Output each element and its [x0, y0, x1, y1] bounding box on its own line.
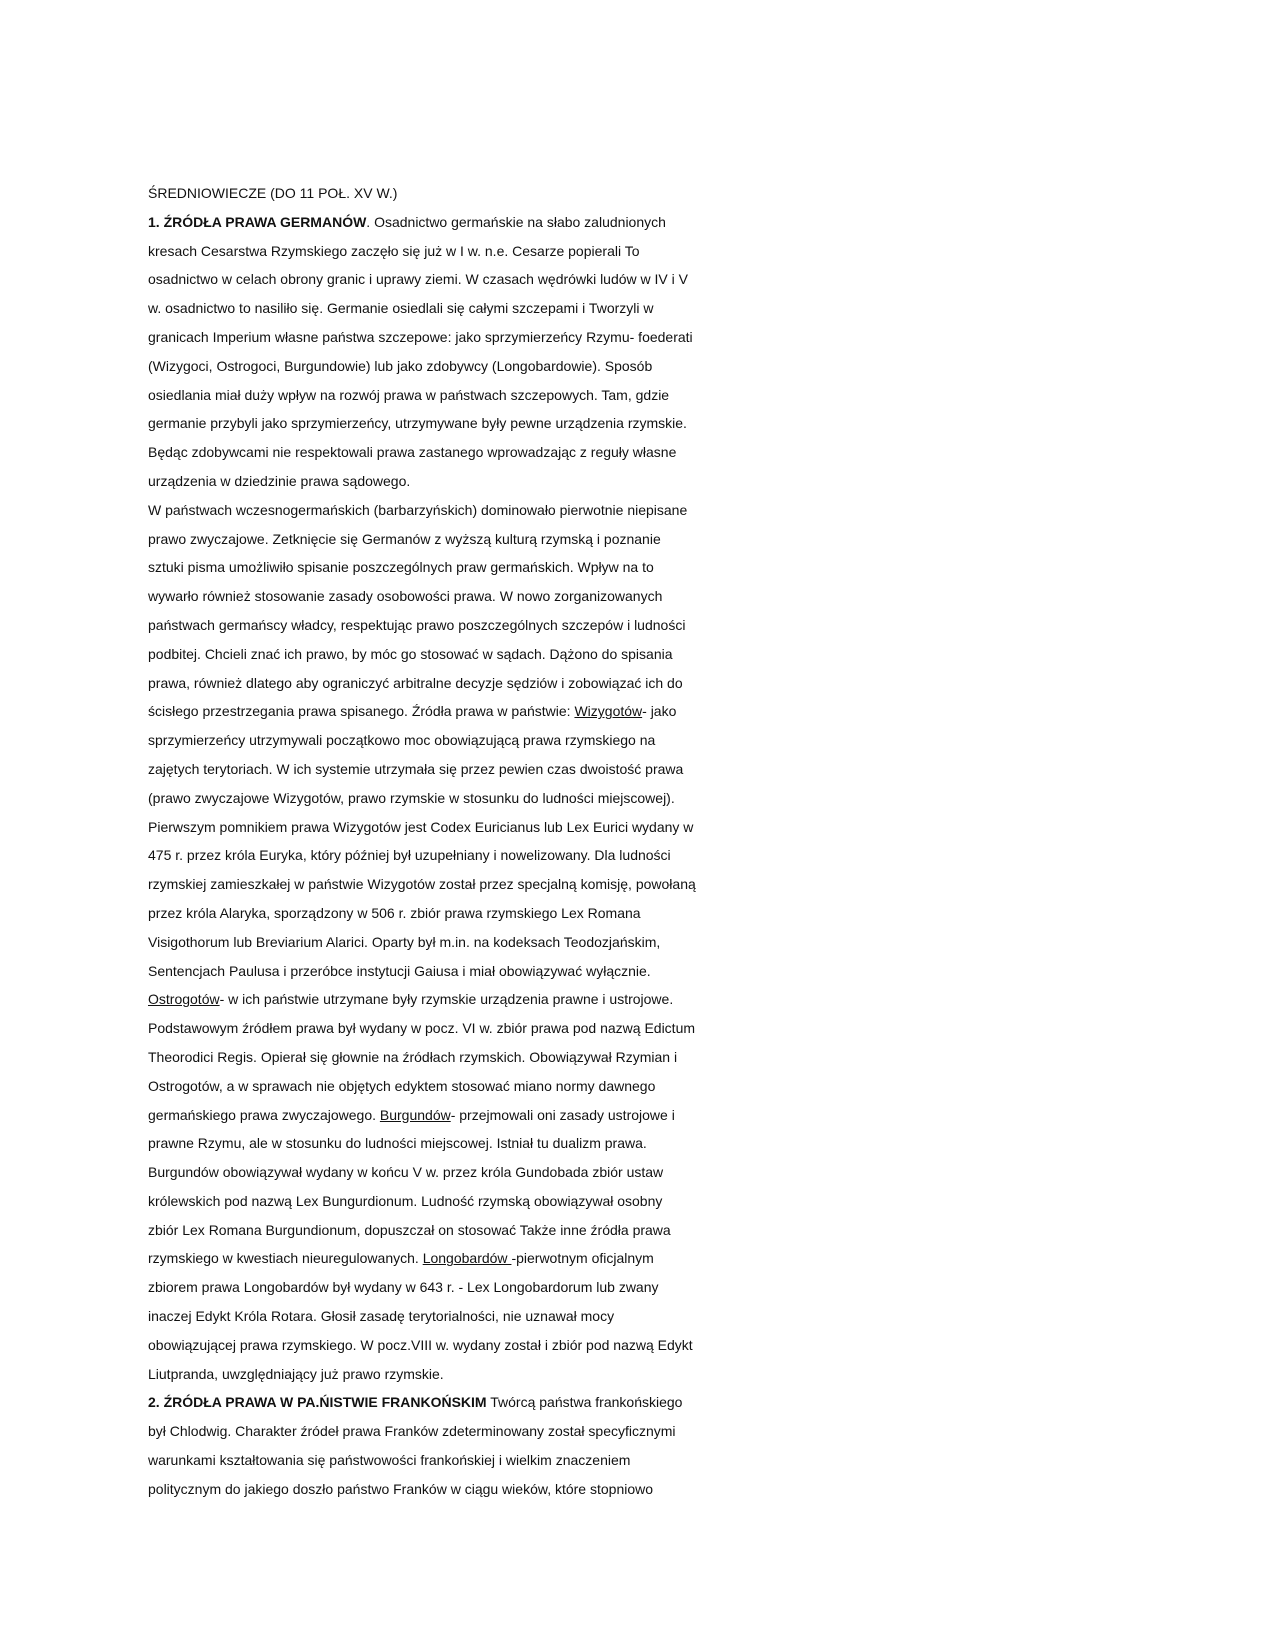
text-segment: wywarło również stosowanie zasady osobowości prawa. W nowo zorganizowanych	[148, 588, 663, 605]
underlined-term: Burgundów	[379, 1106, 451, 1123]
text-segment: germanie przybyli jako sprzymierzeńcy, utrzymywane były pewne urządzenia rzymskie.	[148, 415, 687, 432]
text-segment: - w ich państwie utrzymane były rzymskie urządzenia prawne i ustrojowe.	[219, 991, 674, 1008]
text-line	[148, 957, 1138, 986]
text-segment: - przejmowali oni zasady ustrojowe i	[450, 1106, 675, 1123]
text-segment: królewskich pod nazwą Lex Bungurdionum. Ludność rzymską obowiązywał osobny	[148, 1192, 663, 1209]
text-line	[148, 1216, 1138, 1245]
text-line	[148, 640, 1138, 669]
text-segment: rzymskiej zamieszkałej w państwie Wizygotów został przez specjalną komisję, powołaną	[148, 876, 696, 893]
text-segment: politycznym do jakiego doszło państwo Franków w ciągu wieków, które stopniowo	[148, 1480, 654, 1497]
text-segment: Pierwszym pomnikiem prawa Wizygotów jest Codex Euricianus lub Lex Eurici wydany w	[148, 818, 694, 835]
text-line	[148, 1244, 1138, 1273]
text-line	[148, 1273, 1138, 1302]
document-page	[148, 179, 1138, 1504]
text-line	[148, 352, 1138, 381]
text-segment: prawa, również dlatego aby ograniczyć arbitralne decyzje sędziów i zobowiązać ich do	[148, 674, 683, 691]
underlined-term: Wizygotów	[574, 703, 643, 720]
text-segment: Podstawowym źródłem prawa był wydany w pocz. VI w. zbiór prawa pod nazwą Edictum	[148, 1020, 696, 1037]
text-line	[148, 237, 1138, 266]
text-line	[148, 899, 1138, 928]
underlined-term: Longobardów	[422, 1250, 512, 1267]
text-segment: Twórcą państwa frankońskiego	[486, 1394, 683, 1411]
text-segment: Visigothorum lub Breviarium Alarici. Oparty był m.in. na kodeksach Teodozjańskim,	[148, 933, 661, 950]
text-line	[148, 1446, 1138, 1475]
text-line	[148, 870, 1138, 899]
text-line	[148, 467, 1138, 496]
text-line	[148, 1417, 1138, 1446]
text-segment: -pierwotnym oficjalnym	[511, 1250, 654, 1267]
text-segment: 475 r. przez króla Euryka, który później był uzupełniany i nowelizowany. Dla ludności	[148, 847, 671, 864]
text-segment: germańskiego prawa zwyczajowego.	[148, 1106, 380, 1123]
text-line	[148, 841, 1138, 870]
text-line	[148, 1101, 1138, 1130]
text-line	[148, 381, 1138, 410]
text-segment: Liutpranda, uwzględniający już prawo rzymskie.	[148, 1365, 444, 1382]
text-line	[148, 1302, 1138, 1331]
text-segment: osiedlania miał duży wpływ na rozwój prawa w państwach szczepowych. Tam, gdzie	[148, 386, 670, 403]
text-segment: ścisłego przestrzegania prawa spisanego. Źródła prawa w państwie:	[148, 703, 575, 720]
text-line	[148, 611, 1138, 640]
text-segment: Będąc zdobywcami nie respektowali prawa zastanego wprowadzając z reguły własne	[148, 444, 677, 461]
text-segment: prawo zwyczajowe. Zetknięcie się Germanów z wyższą kulturą rzymską i poznanie	[148, 530, 661, 547]
text-segment: Ostrogotów, a w sprawach nie objętych edyktem stosować miano normy dawnego	[148, 1077, 656, 1094]
text-line	[148, 697, 1138, 726]
text-segment: warunkami kształtowania się państwowości frankońskiej i wielkim znaczeniem	[148, 1452, 631, 1469]
text-segment: (prawo zwyczajowe Wizygotów, prawo rzymskie w stosunku do ludności miejscowej).	[148, 789, 675, 806]
text-line	[148, 1129, 1138, 1158]
text-line	[148, 726, 1138, 755]
text-line	[148, 1043, 1138, 1072]
text-segment: osadnictwo w celach obrony granic i uprawy ziemi. W czasach wędrówki ludów w IV i V	[148, 271, 688, 288]
text-segment: państwach germańscy władcy, respektując prawo poszczególnych szczepów i ludności	[148, 616, 686, 633]
text-line	[148, 1187, 1138, 1216]
text-line	[148, 294, 1138, 323]
text-segment: prawne Rzymu, ale w stosunku do ludności miejscowej. Istniał tu dualizm prawa.	[148, 1135, 647, 1152]
text-segment: kresach Cesarstwa Rzymskiego zaczęło się już w I w. n.e. Cesarze popierali To	[148, 242, 640, 259]
text-line	[148, 755, 1138, 784]
text-segment: rzymskiego w kwestiach nieuregulowanych.	[148, 1250, 423, 1267]
text-line	[148, 1360, 1138, 1389]
text-line	[148, 1475, 1138, 1504]
text-segment: . Osadnictwo germańskie na słabo zaludnionych	[366, 213, 666, 230]
text-line	[148, 179, 1138, 208]
text-segment: zbiorem prawa Longobardów był wydany w 643 r. - Lex Longobardorum lub zwany	[148, 1279, 659, 1296]
text-line	[148, 1388, 1138, 1417]
text-line	[148, 496, 1138, 525]
text-segment: inaczej Edykt Króla Rotara. Głosił zasadę terytorialności, nie uznawał mocy	[148, 1308, 615, 1325]
text-line	[148, 438, 1138, 467]
underlined-term: Ostrogotów	[148, 991, 220, 1008]
section-heading: 2. ŹRÓDŁA PRAWA W PA.ŃISTWIE FRANKOŃSKIM	[148, 1394, 487, 1411]
text-segment: sprzymierzeńcy utrzymywali początkowo moc obowiązującą prawa rzymskiego na	[148, 732, 656, 749]
text-line	[148, 409, 1138, 438]
text-line	[148, 265, 1138, 294]
text-line	[148, 553, 1138, 582]
text-segment: - jako	[642, 703, 677, 720]
text-line	[148, 525, 1138, 554]
text-segment: zbiór Lex Romana Burgundionum, dopuszczał on stosować Także inne źródła prawa	[148, 1221, 671, 1238]
text-segment: W państwach wczesnogermańskich (barbarzyńskich) dominowało pierwotnie niepisane	[148, 501, 688, 518]
text-segment: obowiązującej prawa rzymskiego. W pocz.VIII w. wydany został i zbiór pod nazwą Edykt	[148, 1336, 693, 1353]
text-segment: zajętych terytoriach. W ich systemie utrzymała się przez pewien czas dwoistość prawa	[148, 760, 684, 777]
text-line	[148, 582, 1138, 611]
text-segment: Sentencjach Paulusa i przeróbce instytucji Gaiusa i miał obowiązywać wyłącznie.	[148, 962, 651, 979]
text-line	[148, 1014, 1138, 1043]
text-line	[148, 1331, 1138, 1360]
text-line	[148, 1158, 1138, 1187]
text-segment: ŚREDNIOWIECZE (DO 11 POŁ. XV W.)	[148, 185, 398, 201]
text-line	[148, 985, 1138, 1014]
text-line	[148, 323, 1138, 352]
text-segment: Theorodici Regis. Opierał się głownie na źródłach rzymskich. Obowiązywał Rzymian i	[148, 1048, 678, 1065]
text-line	[148, 1072, 1138, 1101]
text-segment: (Wizygoci, Ostrogoci, Burgundowie) lub jako zdobywcy (Longobardowie). Sposób	[148, 357, 653, 374]
text-line	[148, 813, 1138, 842]
text-line	[148, 928, 1138, 957]
text-segment: był Chlodwig. Charakter źródeł prawa Franków zdeterminowany został specyficznymi	[148, 1423, 676, 1440]
text-segment: sztuki pisma umożliwiło spisanie poszczególnych praw germańskich. Wpływ na to	[148, 559, 654, 576]
text-segment: urządzenia w dziedzinie prawa sądowego.	[148, 472, 411, 489]
text-line	[148, 669, 1138, 698]
section-heading: 1. ŹRÓDŁA PRAWA GERMANÓW	[148, 213, 367, 230]
text-line	[148, 784, 1138, 813]
text-segment: w. osadnictwo to nasiliło się. Germanie osiedlali się całymi szczepami i Tworzyli w	[148, 300, 654, 317]
text-segment: granicach Imperium własne państwa szczepowe: jako sprzymierzeńcy Rzymu- foederati	[148, 328, 693, 345]
text-line	[148, 208, 1138, 237]
text-segment: przez króla Alaryka, sporządzony w 506 r. zbiór prawa rzymskiego Lex Romana	[148, 904, 641, 921]
text-segment: Burgundów obowiązywał wydany w końcu V w. przez króla Gundobada zbiór ustaw	[148, 1164, 664, 1181]
text-segment: podbitej. Chcieli znać ich prawo, by móc go stosować w sądach. Dążono do spisania	[148, 645, 673, 662]
